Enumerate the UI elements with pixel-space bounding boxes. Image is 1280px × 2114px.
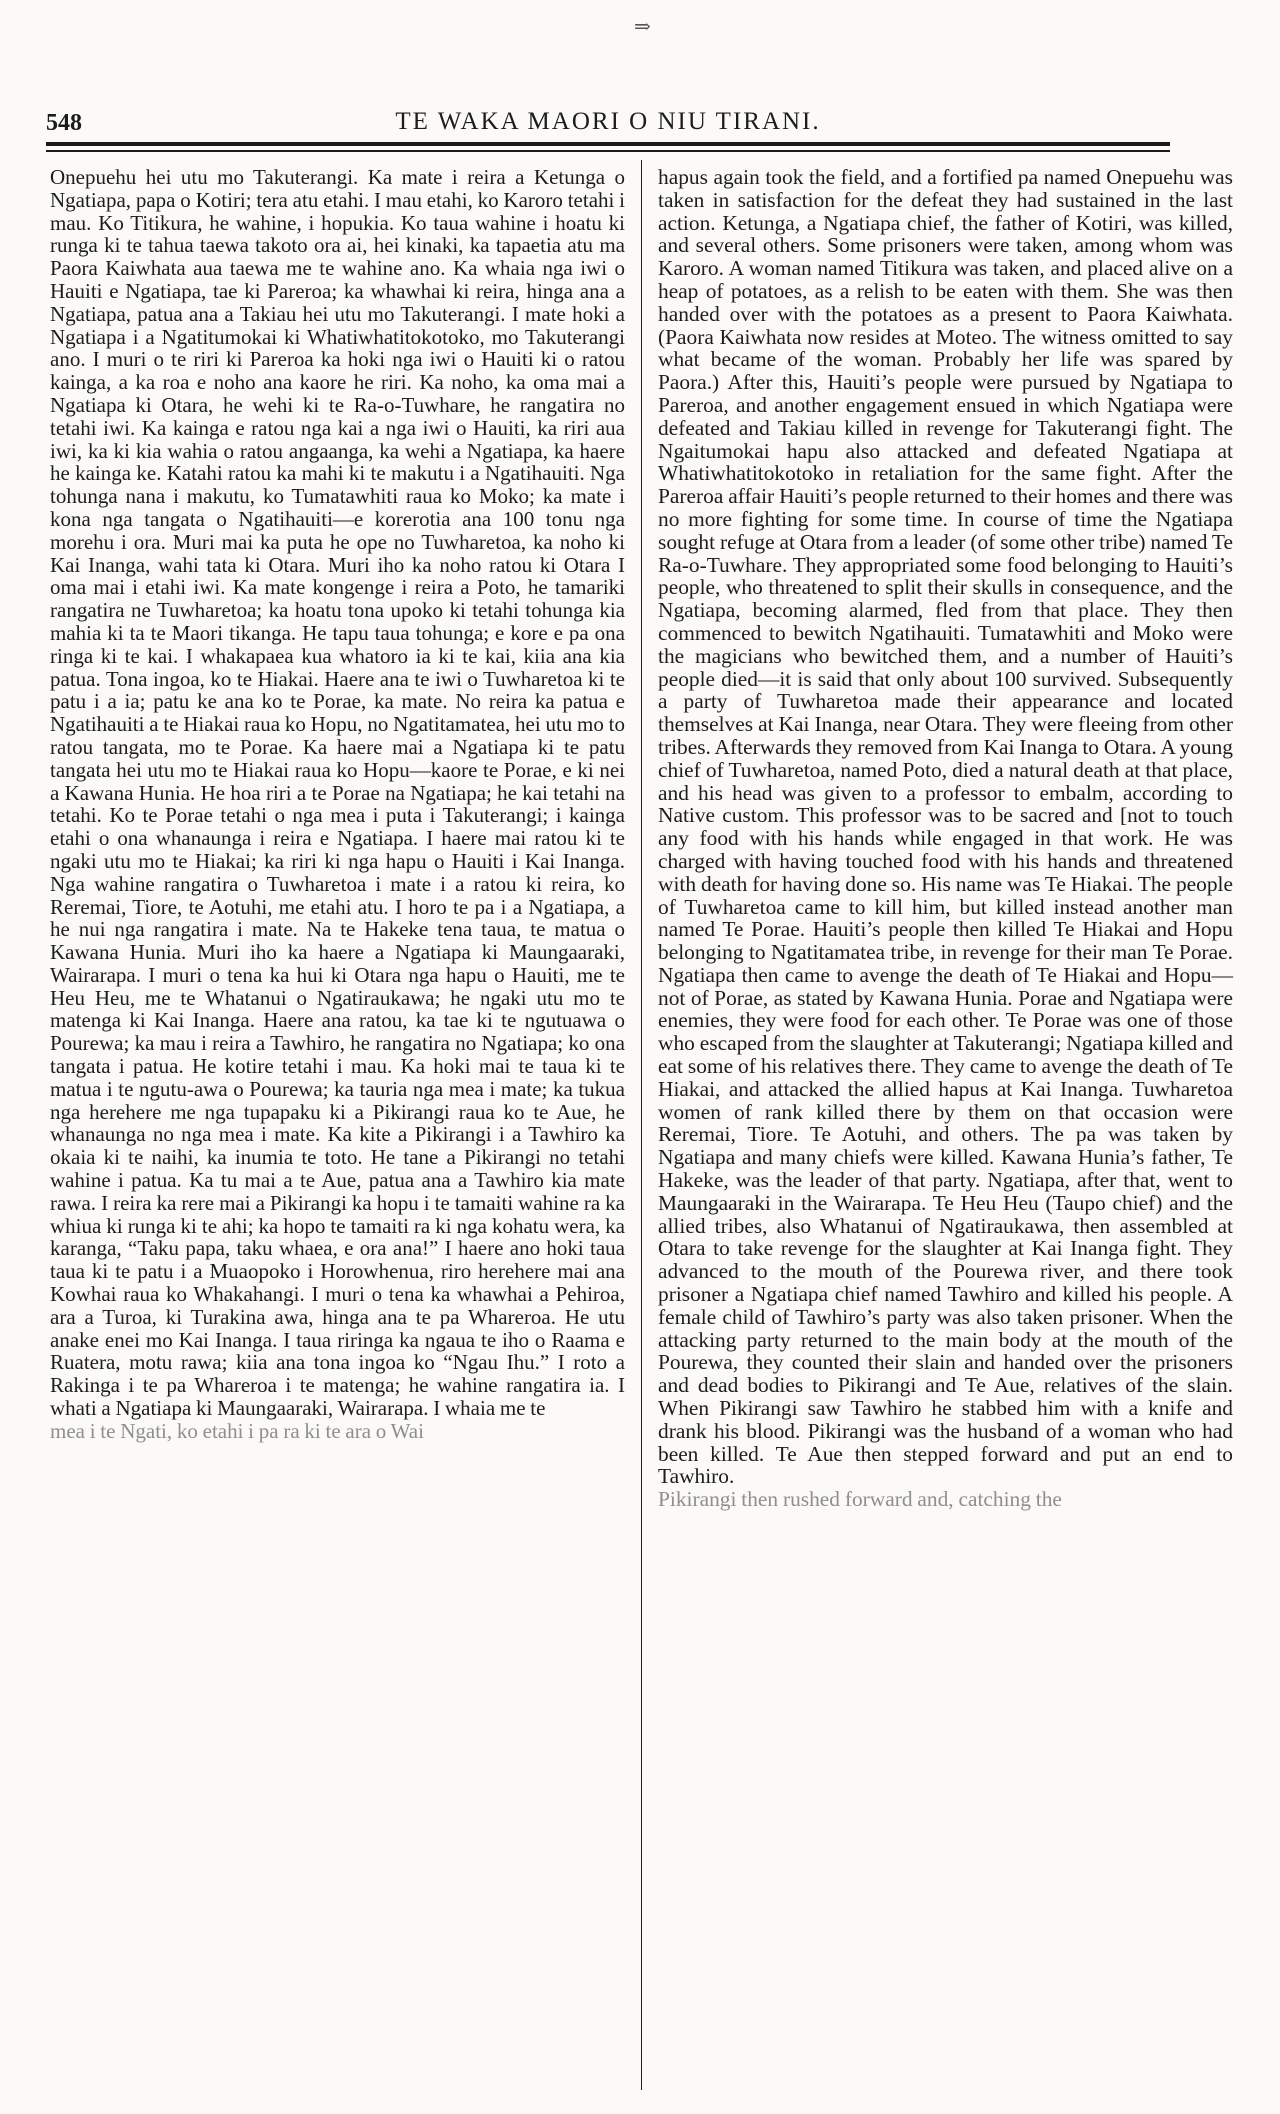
maori-faded-line: mea i te Ngati, ko etahi i pa ra ki te ara o Wai	[50, 1418, 424, 1443]
english-paragraph: hapus again took the field, and a fortified pa named Onepuehu was taken in satisfaction for the defeat they had sustained in the last action. Ketunga, a Ngatiapa chief, the father of Kotiri, was killed, and several others. Some prisoners were taken, among whom was Karoro. A woman named Titikura was taken, and placed alive on a heap of potatoes, as a relish to be eaten with them. She was then handed over with the potatoes as a present to Paora Kaiwhata. (Paora Kaiwhata now resides at Moteo. The witness omitted to say what became of the woman. Probably her life was spared by Paora.) After this, Hauiti’s people were pursued by Ngatiapa to Pareroa, and another engagement ensued in which Ngatiapa were defeated and Takiau killed in revenge for Takuterangi fight. The Ngaitumokai hapu also attacked and defeated Ngatiapa at Whatiwhatitokotoko in retaliation for the same fight. After the Pareroa affair Hauiti’s people returned to their homes and there was no more fighting for some time. In course of time the Ngatiapa sought refuge at Otara from a leader (of some other tribe) named Te Ra-o-Tuwhare. They appropriated some food belonging to Hauiti’s people, who threatened to split their skulls in consequence, and the Ngatiapa, becoming alarmed, fled from that place. They then commenced to bewitch Ngatihauiti. Tumatawhiti and Moko were the magicians who bewitched them, and a number of Hauiti’s people died—it is said that only about 100 survived. Subsequently a party of Tuwharetoa made their appearance and located themselves at Kai Inanga, near Otara. They were fleeing from other tribes. Afterwards they removed from Kai Inanga to Otara. A young chief of Tuwharetoa, named Poto, died a natural death at that place, and his head was given to a professor to embalm, according to Native custom. This professor was to be sacred and [not to touch any food with his hands while engaged in that work. He was charged with having touched food with his hands and threatened with death for having done so. His name was Te Hiakai. The people of Tuwharetoa came to kill him, but killed instead another man named Te Porae. Hauiti’s people then killed Te Hiakai and Hopu belonging to Ngatitamatea tribe, in revenge for their man Te Porae. Ngatiapa then came to avenge the death of Te Hiakai and Hopu—not of Porae, as stated by Kawana Hunia. Porae and Ngatiapa were enemies, they were food for each other. Te Porae was one of those who escaped from the slaughter at Takuterangi; Ngatiapa killed and eat some of his relatives there. They came to avenge the death of Te Hiakai, and attacked the allied hapus at Kai Inanga. Tuwharetoa women of rank killed there by them on that occasion were Reremai, Tiore. Te Aotuhi, and others. The pa was taken by Ngatiapa and many chiefs were killed. Kawana Hunia’s father, Te Hakeke, was the leader of that party. Ngatiapa, after that, went to Maungaaraki in the Wairarapa. Te Heu Heu (Taupo chief) and the allied tribes, also Whatanui of Ngatiraukawa, then assembled at Otara to take revenge for the slaughter at Kai Inanga fight. They advanced to the mouth of the Pourewa river, and there took prisoner a Ngatiapa chief named Tawhiro and killed his people. A female child of Tawhiro’s party was also taken prisoner. When the attacking party returned to the main body at the mouth of the Pourewa, they counted their slain and handed over the prisoners and dead bodies to Pikirangi and Te Aue, relatives of the slain. When Pikirangi saw Tawhiro he stabbed him with a knife and drank his blood. Pikirangi was the husband of a woman who had been killed. Te Aue then stepped forward and put an end to Tawhiro.	[658, 165, 1233, 1489]
page-header	[46, 106, 1170, 142]
page-number: 548	[46, 110, 82, 136]
maori-paragraph: Onepuehu hei utu mo Takuterangi. Ka mate i reira a Ketunga o Ngatiapa, papa o Kotiri; tera atu etahi. I mau etahi, ko Karoro tetahi i mau. Ko Titikura, he wahine, i hopukia. Ko taua wahine i hoatu ki runga ki te tahua taewa takoto ora ai, hei kinaki, ka tapaetia atu ma Paora Kaiwhata aua taewa me te wahine ano. Ka whaia nga iwi o Hauiti e Ngatiapa, tae ki Pareroa; ka whawhai ki reira, hinga ana a Ngatiapa, patua ana a Takiau hei utu mo Takuterangi. I mate hoki a Ngatiapa i a Ngatitumokai ki Whatiwhatitokotoko, mo Takuterangi ano. I muri o te riri ki Pareroa ka hoki nga iwi o Hauiti ki o ratou kainga, a ka roa e noho ana kaore he riri. Ka noho, ka oma mai a Ngatiapa ki Otara, he wehi ki te Ra-o-Tuwhare, he rangatira no tetahi iwi. Ka kainga e ratou nga kai a nga iwi o Hauiti, ka riri aua iwi, ka ki kia wahia o ratou angaanga, ka wehi a Ngatiapa, ka haere he kainga ke. Katahi ratou ka mahi ki te makutu i a Ngatihauiti. Nga tohunga nana i makutu, ko Tumatawhiti raua ko Moko; ka mate i kona nga tangata o Ngatihauiti—e korerotia ana 100 tonu nga morehu i ora. Muri mai ka puta he ope no Tuwharetoa, ka noho ki Kai Inanga, wahi tata ki Otara. Muri iho ka noho ratou ki Otara I oma mai i etahi iwi. Ka mate kongenge i reira a Poto, he tamariki rangatira ne Tuwharetoa; ka hoatu tona upoko ki tetahi tohunga kia mahia ki ta te Maori tikanga. He tapu taua tohunga; e kore e pa ona ringa ki te kai. I whakapaea kua whatoro ia ki te kai, kiia ana kia patua. Tona ingoa, ko te Hiakai. Haere ana te iwi o Tuwharetoa ki te patu i a ia; patu ke ana ko te Porae, ka mate. No reira ka patua e Ngatihauiti a te Hiakai raua ko Hopu, no Ngatitamatea, hei utu mo to ratou tangata, mo te Porae. Ka haere mai a Ngatiapa ki te patu tangata hei utu mo te Hiakai raua ko Hopu—kaore te Porae, e ki nei a Kawana Hunia. He hoa riri a te Porae na Ngatiapa; he kai tetahi na tetahi. Ko te Porae tetahi o nga mea i puta i Takuterangi; i kainga etahi o ona whanaunga i reira e Ngatiapa. I haere mai ratou ki te ngaki utu mo te Hiakai; ka riri ki nga hapu o Hauiti i Kai Inanga. Nga wahine rangatira o Tuwharetoa i mate i a ratou ki reira, ko Reremai, Tiore, te Aotuhi, me etahi atu. I horo te pa i a Ngatiapa, a he nui nga rangatira i mate. Na te Hakeke tena taua, te matua o Kawana Hunia. Muri iho ka haere a Ngatiapa ki Maungaaraki, Wairarapa. I muri o tena ka hui ki Otara nga hapu o Hauiti, me te Heu Heu, me te Whatanui o Ngatiraukawa; he ngaki utu mo te matenga ki Kai Inanga. Haere ana ratou, ka tae ki te ngutuawa o Pourewa; ka mau i reira a Tawhiro, he rangatira no Ngatiapa; ko ona tangata i patua. He kotire tetahi i mau. Ka hoki mai te taua ki te matua i te ngutu-awa o Pourewa; ka tauria nga mea i mate; ka tukua nga herehere me nga tupapaku ki a Pikirangi raua ko te Aue, he whanaunga no nga mea i mate. Ka kite a Pikirangi i a Tawhiro ka okaia ki te naihi, ka inumia te toto. He tane a Pikirangi no tetahi wahine i patua. Ka tu mai a te Aue, patua ana a Tawhiro kia mate rawa. I reira ka rere mai a Pikirangi ka hopu i te tamaiti wahine ra ka whiua ki runga ki te ahi; ka hopo te tamaiti ra ki nga kohatu wera, ka karanga, “Taku papa, taku whaea, e ora ana!” I haere ano hoki taua taua ki te patu i a Muaopoko i Horowhenua, riro herehere mai ana Kowhai raua ko Whakahangi. I muri o tena ka whawhai a Pehiroa, ara a Turoa, ki Turakina awa, hinga ana te pa Whareroa. He utu anake enei mo Kai Inanga. I taua riringa ka ngaua te iho o Raama e Ruatera, motu rawa; kiia ana tona ingoa ko “Ngau Ihu.” I roto a Rakinga i te pa Whareroa i te matenga; he wahine rangatira ia. I whati a Ngatiapa ki Maungaaraki, Wairarapa. I whaia me te	[50, 165, 625, 1421]
english-column	[658, 166, 1233, 1511]
maori-column	[50, 166, 625, 1443]
column-divider	[641, 160, 642, 2090]
top-ornament: ⇒	[634, 16, 651, 38]
running-title: TE WAKA MAORI O NIU TIRANI.	[395, 108, 821, 135]
english-faded-line: Pikirangi then rushed forward and, catching the	[658, 1487, 1062, 1512]
header-rule-thick	[46, 142, 1170, 146]
header-rule-thin	[46, 150, 1170, 152]
